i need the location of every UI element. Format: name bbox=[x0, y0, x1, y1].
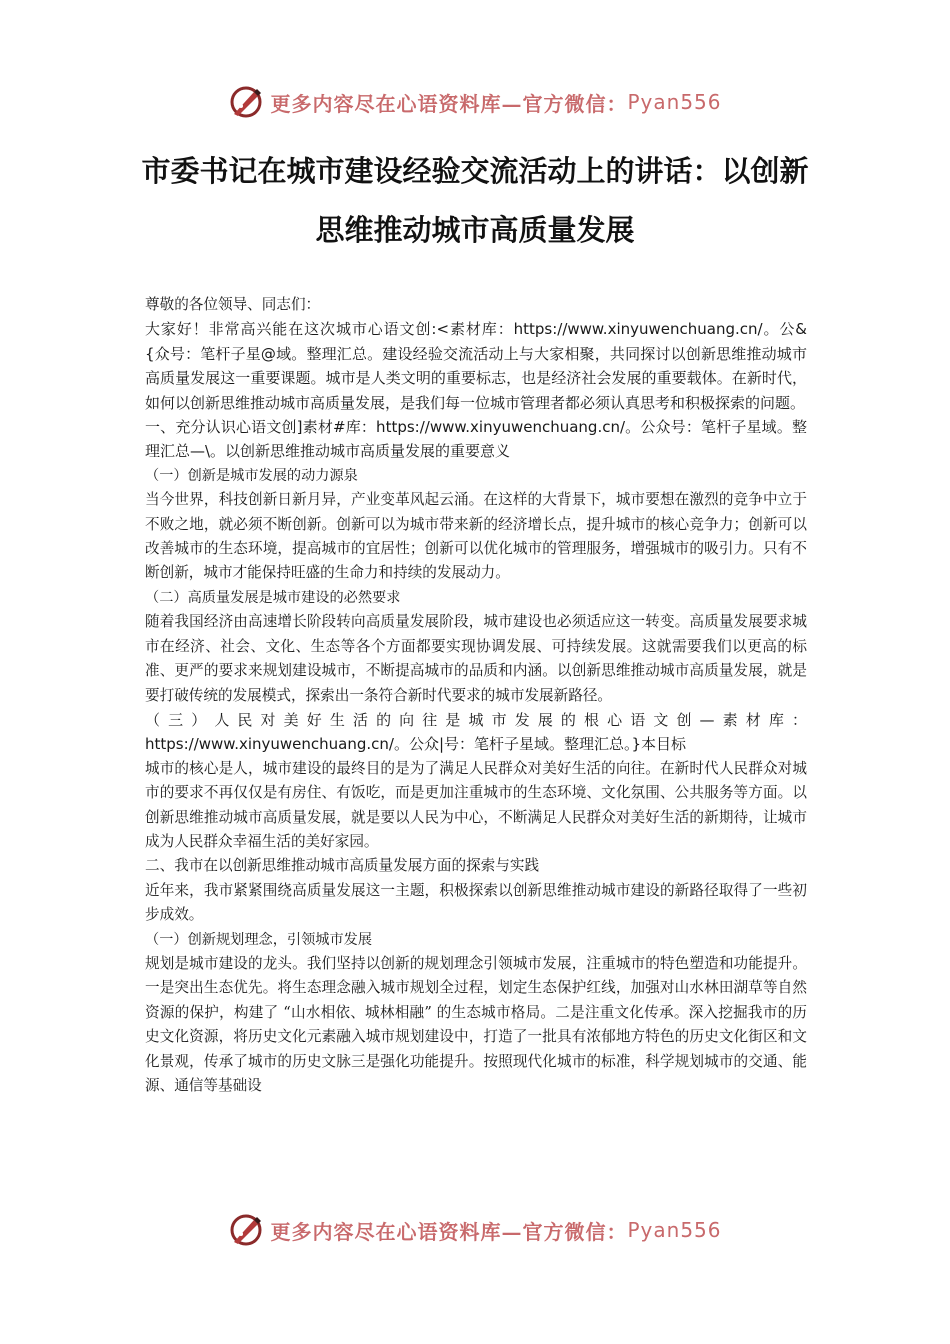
title-line-2: 思维推动城市高质量发展 bbox=[315, 213, 635, 247]
page-title bbox=[120, 142, 830, 260]
banner-wechat-id: Pyan556 bbox=[627, 90, 722, 114]
salutation: 尊敬的各位领导、同志们： bbox=[145, 296, 321, 313]
banner-text: 更多内容尽在心语资料库—官方微信： bbox=[270, 1219, 628, 1244]
section-heading-1: 一、充分认识心语文创]素材#库：https://www.xinyuwenchuang.cn/。公众号：笔杆子星域。整理汇总—\。以创新思维推动城市高质量发展的重要意义 bbox=[145, 418, 807, 461]
subheading-1-2: （二）高质量发展是城市建设的必然要求 bbox=[145, 589, 401, 606]
pen-circle-logo-icon bbox=[228, 84, 264, 120]
banner-text: 更多内容尽在心语资料库—官方微信： bbox=[270, 91, 628, 116]
paragraph: 城市的核心是人，城市建设的最终目的是为了满足人民群众对美好生活的向往。在新时代人民群众对城市的要求不再仅仅是有房住、有饭吃，而是更加注重城市的生态环境、文化氛围、公共服务等方面。以创新思维推动城市高质量发展，就是要以人民为中心，不断满足人民群众对美好生活的新期待，让城市成为人民群众幸福生活的美好家园。 bbox=[145, 759, 807, 850]
section-heading-2: 二、我市在以创新思维推动城市高质量发展方面的探索与实践 bbox=[145, 857, 540, 875]
header-banner bbox=[0, 82, 950, 122]
paragraph: 近年来，我市紧紧围绕高质量发展这一主题，积极探索以创新思维推动城市建设的新路径取得了一些初步成效。 bbox=[145, 881, 807, 924]
banner-wechat-id: Pyan556 bbox=[627, 1218, 722, 1242]
subheading-1-1: （一）创新是城市发展的动力源泉 bbox=[145, 467, 358, 484]
footer-banner bbox=[0, 1210, 950, 1250]
paragraph: 随着我国经济由高速增长阶段转向高质量发展阶段，城市建设也必须适应这一转变。高质量发展要求城市在经济、社会、文化、生态等各个方面都要实现协调发展、可持续发展。这就需要我们以更高的标准、更严的要求来规划建设城市，不断提高城市的品质和内涵。以创新思维推动城市高质量发展，就是要打破传统的发展模式，探索出一条符合新时代要求的城市发展新路径。 bbox=[145, 613, 807, 704]
paragraph: 当今世界，科技创新日新月异，产业变革风起云涌。在这样的大背景下，城市要想在激烈的竞争中立于不败之地，就必须不断创新。创新可以为城市带来新的经济增长点，提升城市的核心竞争力；创新可以改善城市的生态环境，提高城市的宜居性；创新可以优化城市的管理服务，增强城市的吸引力。只有不断创新，城市才能保持旺盛的生命力和持续的发展动力。 bbox=[145, 491, 807, 582]
subheading-2-1: （一）创新规划理念，引领城市发展 bbox=[145, 931, 373, 948]
paragraph: 规划是城市建设的龙头。我们坚持以创新的规划理念引领城市发展，注重城市的特色塑造和功能提升。一是突出生态优先。将生态理念融入城市规划全过程，划定生态保护红线，加强对山水林田湖草等自然资源的保护，构建了 “山水相依、城林相融” 的生态城市格局。二是注重文化传承。深入挖掘我市的历史文化资源，将历史文化元素融入城市规划建设中，打造了一批具有浓郁地方特色的历史文化街区和文化景观，传承了城市的历史文脉三是强化功能提升。按照现代化城市的标准，科学规划城市的交通、能源、通信等基础设 bbox=[145, 954, 807, 1094]
subheading-1-3: （三）人民对美好生活的向往是城市发展的根心语文创—素材库：https://www.xinyuwenchuang.cn/。公众|号：笔杆子星域。整理汇总。}本目标 bbox=[145, 710, 807, 754]
opening-paragraph: 大家好！非常高兴能在这次城市心语文创:<素材库：https://www.xinyuwenchuang.cn/。公&{众号：笔杆子星@域。整理汇总。建设经验交流活动上与大家相聚，共同探讨以创新思维推动城市高质量发展这一重要课题。城市是人类文明的重要标志，也是经济社会发展的重要载体。在新时代，如何以创新思维推动城市高质量发展，是我们每一位城市管理者都必须认真思考和积极探索的问题。 bbox=[145, 320, 807, 412]
title-line-1: 市委书记在城市建设经验交流活动上的讲话：以创新 bbox=[141, 154, 809, 188]
pen-circle-logo-icon bbox=[228, 1212, 264, 1248]
speech-body bbox=[145, 293, 807, 1098]
